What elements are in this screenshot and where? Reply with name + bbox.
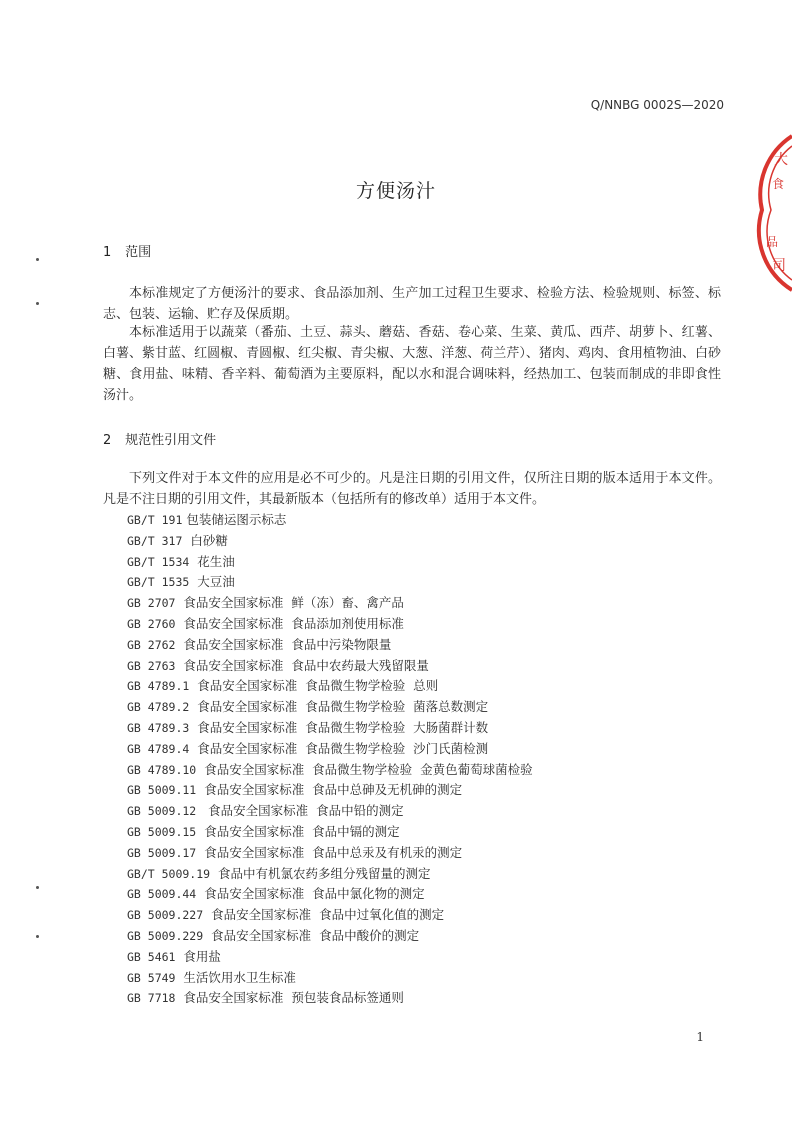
svg-text:食: 食 xyxy=(772,177,785,191)
reference-code: GB/T 1534 xyxy=(127,554,190,569)
reference-code: GB 2760 xyxy=(127,616,176,631)
reference-code: GB 4789.4 xyxy=(127,741,190,756)
reference-code: GB/T 1535 xyxy=(127,575,190,590)
reference-title: 食品安全国家标准 食品微生物学检验 沙门氏菌检测 xyxy=(189,740,489,756)
reference-title: 食品安全国家标准 食品中总砷及无机砷的测定 xyxy=(196,782,463,798)
page-number: 1 xyxy=(696,1030,704,1044)
reference-item xyxy=(127,656,533,677)
reference-code: GB 5009.229 xyxy=(127,928,204,943)
reference-item xyxy=(127,739,533,760)
reference-item xyxy=(127,531,533,552)
section-2-number: 2 xyxy=(103,433,112,448)
reference-title: 食品中有机氯农药多组分残留量的测定 xyxy=(210,865,431,881)
reference-code: GB 4789.3 xyxy=(127,720,190,735)
reference-code: GB/T 5009.19 xyxy=(127,866,211,881)
svg-text:品: 品 xyxy=(766,235,779,249)
reference-title: 花生油 xyxy=(189,553,235,569)
reference-item xyxy=(127,968,533,989)
reference-item xyxy=(127,697,533,718)
reference-item xyxy=(127,801,533,822)
section-1-title: 范围 xyxy=(125,245,152,260)
reference-title: 白砂糖 xyxy=(182,532,228,548)
reference-title: 生活饮用水卫生标准 xyxy=(175,969,296,985)
red-seal-stamp xyxy=(752,130,792,300)
reference-code: GB 5461 xyxy=(127,949,176,964)
reference-code: GB/T 191 xyxy=(127,513,183,527)
reference-title: 食品安全国家标准 食品微生物学检验 菌落总数测定 xyxy=(189,699,489,715)
reference-title: 包装储运图示标志 xyxy=(182,512,287,527)
reference-item xyxy=(127,572,533,593)
reference-code: GB 5009.11 xyxy=(127,783,197,798)
reference-title: 食品安全国家标准 食品中农药最大残留限量 xyxy=(175,657,429,673)
reference-title: 食品安全国家标准 食品微生物学检验 大肠菌群计数 xyxy=(189,719,489,735)
reference-code: GB 4789.10 xyxy=(127,762,197,777)
reference-item xyxy=(127,822,533,843)
scope-paragraph-1: 本标准规定了方便汤汁的要求、食品添加剂、生产加工过程卫生要求、检验方法、检验规则、标签、标志、包装、运输、贮存及保质期。 xyxy=(103,286,721,322)
reference-code: GB 7718 xyxy=(127,991,176,1006)
standard-code: Q/NNBG 0002S—2020 xyxy=(590,98,724,112)
reference-code: GB 4789.1 xyxy=(127,679,190,694)
reference-item xyxy=(127,947,533,968)
scan-speck xyxy=(36,302,39,305)
reference-title: 食品安全国家标准 预包装食品标签通则 xyxy=(175,990,404,1006)
reference-code: GB 4789.2 xyxy=(127,700,190,715)
reference-item xyxy=(127,780,533,801)
reference-code: GB 5749 xyxy=(127,970,176,985)
scope-paragraph-2: 本标准适用于以蔬菜（番茄、土豆、蒜头、蘑菇、香菇、卷心菜、生菜、黄瓜、西芹、胡萝卜、红薯、白薯、紫甘蓝、红圆椒、青圆椒、红尖椒、青尖椒、大葱、洋葱、荷兰芹）、猪肉、鸡肉、食用植物油、白砂糖、食用盐、味精、香辛料、葡萄酒为主要原料，配以水和混合调味料，经热加工、包装而制成的非即食性汤汁。 xyxy=(103,325,721,403)
reference-title: 食用盐 xyxy=(175,948,221,964)
section-1-heading xyxy=(103,241,151,260)
reference-code: GB 5009.227 xyxy=(127,908,204,923)
section-1-number: 1 xyxy=(103,245,112,260)
reference-item xyxy=(127,926,533,947)
reference-item xyxy=(127,864,533,885)
document-title: 方便汤汁 xyxy=(355,180,436,202)
reference-item xyxy=(127,635,533,656)
reference-title: 食品安全国家标准 食品中污染物限量 xyxy=(175,636,392,652)
reference-item xyxy=(127,905,533,926)
svg-text:司: 司 xyxy=(772,258,786,274)
reference-code: GB 2707 xyxy=(127,596,176,611)
references-intro: 下列文件对于本文件的应用是必不可少的。凡是注日期的引用文件，仅所注日期的版本适用于本文件。凡是不注日期的引用文件，其最新版本（包括所有的修改单）适用于本文件。 xyxy=(103,471,721,507)
scan-speck xyxy=(36,258,39,261)
reference-title: 食品安全国家标准 食品微生物学检验 总则 xyxy=(189,678,439,694)
reference-title: 食品安全国家标准 食品微生物学检验 金黄色葡萄球菌检验 xyxy=(196,761,533,777)
reference-title: 食品安全国家标准 食品中过氧化值的测定 xyxy=(203,907,445,923)
reference-code: GB 5009.12 xyxy=(127,804,197,819)
reference-item xyxy=(127,614,533,635)
scan-speck xyxy=(36,935,39,938)
reference-item xyxy=(127,676,533,697)
section-2-heading xyxy=(103,429,216,448)
reference-item xyxy=(127,760,533,781)
reference-item xyxy=(127,988,533,1009)
reference-item xyxy=(127,552,533,573)
reference-code: GB/T 317 xyxy=(127,533,183,548)
reference-item xyxy=(127,843,533,864)
reference-title: 大豆油 xyxy=(189,574,235,590)
section-2-title: 规范性引用文件 xyxy=(125,433,217,448)
reference-title: 食品安全国家标准 食品中酸价的测定 xyxy=(203,927,420,943)
reference-title: 食品安全国家标准 食品中镉的测定 xyxy=(196,823,400,839)
reference-item xyxy=(127,884,533,905)
reference-code: GB 2763 xyxy=(127,658,176,673)
reference-list xyxy=(127,510,533,1009)
reference-code: GB 5009.44 xyxy=(127,887,197,902)
scan-speck xyxy=(36,886,39,889)
reference-title: 食品安全国家标准 食品中总汞及有机汞的测定 xyxy=(196,844,463,860)
svg-text:大: 大 xyxy=(774,152,788,168)
reference-item xyxy=(127,718,533,739)
reference-title: 食品安全国家标准 食品添加剂使用标准 xyxy=(175,615,404,631)
reference-code: GB 5009.15 xyxy=(127,824,197,839)
reference-code: GB 5009.17 xyxy=(127,845,197,860)
reference-title: 食品安全国家标准 鲜（冻）畜、禽产品 xyxy=(175,595,404,611)
reference-item xyxy=(127,593,533,614)
reference-title: 食品安全国家标准 食品中氯化物的测定 xyxy=(196,886,425,902)
reference-item xyxy=(127,510,533,531)
reference-code: GB 2762 xyxy=(127,637,176,652)
reference-title: 食品安全国家标准 食品中铅的测定 xyxy=(196,803,404,819)
